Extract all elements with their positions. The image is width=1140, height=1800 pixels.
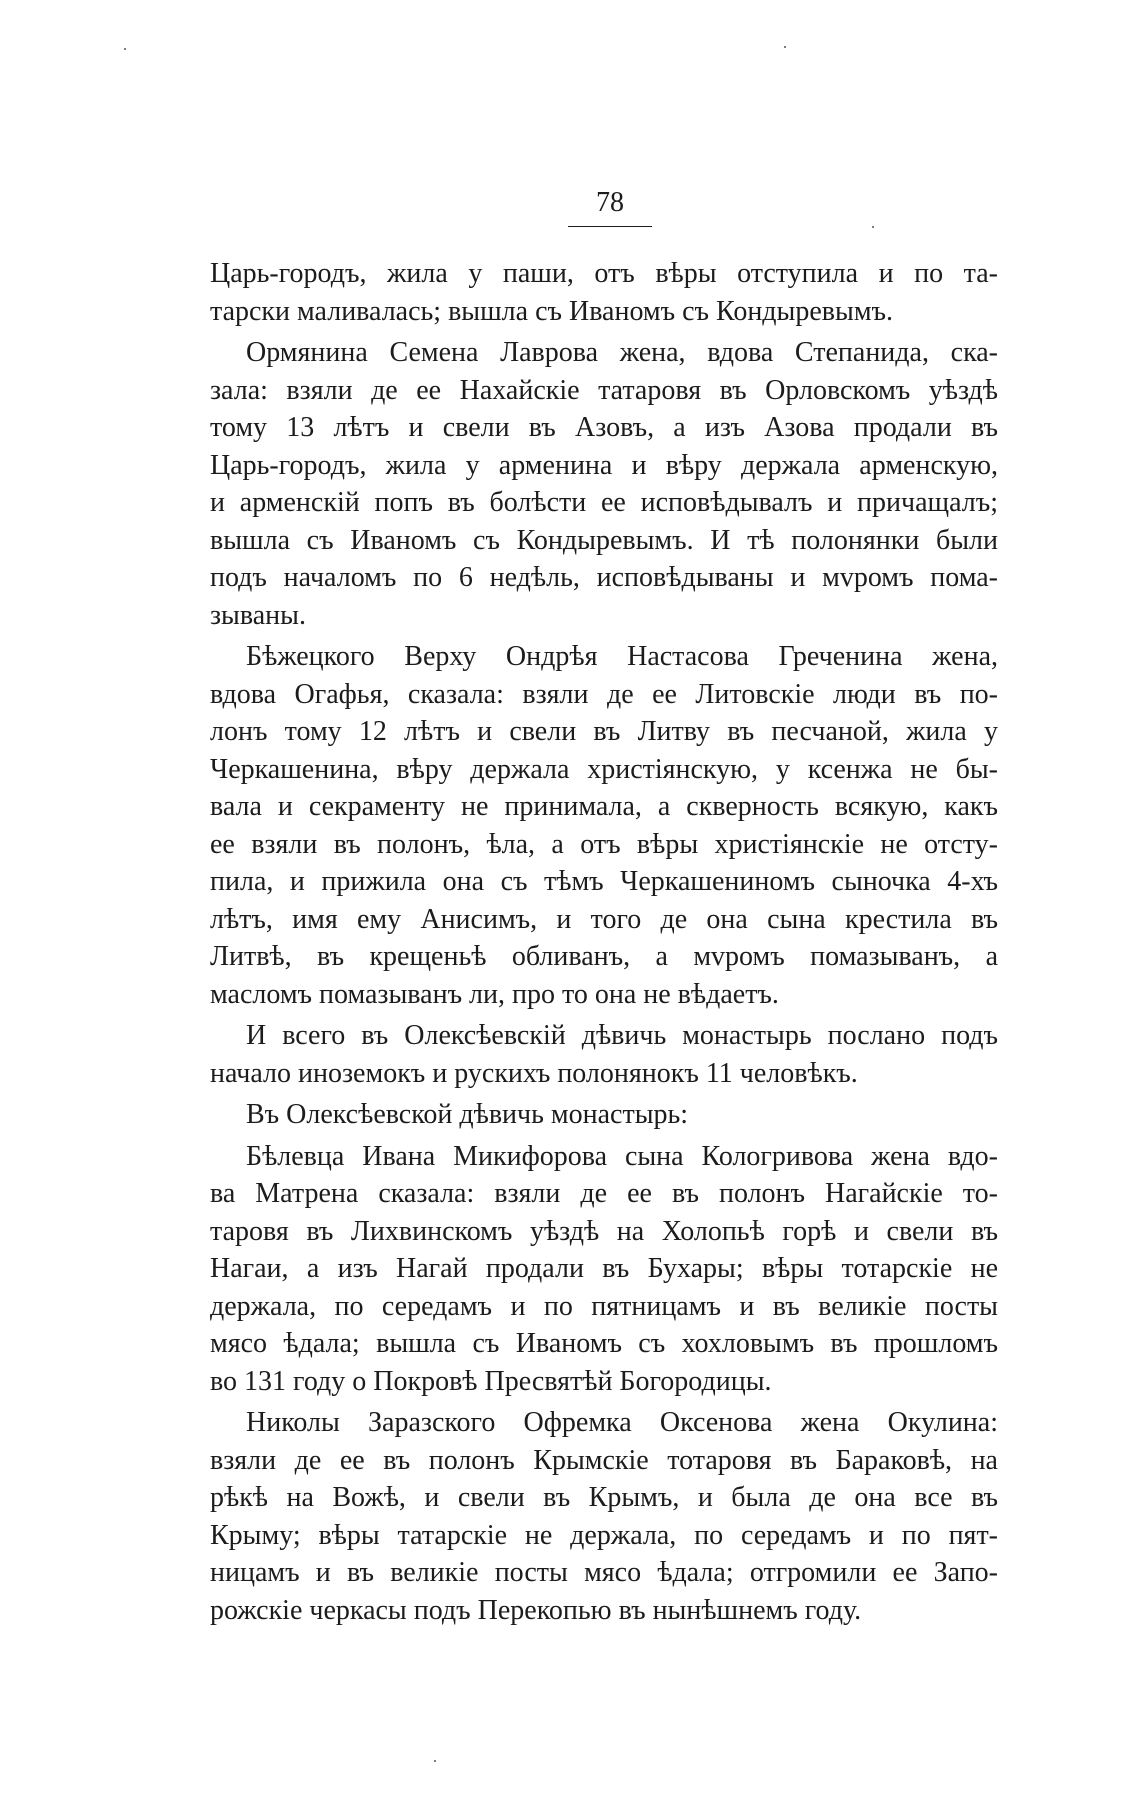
text-line: ницамъ и въ великіе посты мясо ѣдала; отгромили ее Запо-	[210, 1557, 998, 1588]
text-line: Царь-городъ, жила у паши, отъ вѣры отступила и по та-	[210, 258, 998, 289]
text-line: лѣтъ, имя ему Анисимъ, и того де она сына крестила въ	[210, 903, 998, 935]
text-line: таровя въ Лихвинскомъ уѣздѣ на Холопьѣ горѣ и свели въ	[210, 1215, 998, 1247]
paragraph	[210, 1138, 998, 1401]
page-number: 78	[596, 187, 624, 218]
scan-speck	[434, 1760, 436, 1762]
text-line: Черкашенина, вѣру держала христіянскую, у ксенжа не бы-	[210, 753, 998, 785]
text-line: ва Матрена сказала: взяли де ее въ полонъ Нагайскіе то-	[210, 1178, 998, 1209]
paragraph	[210, 1096, 998, 1134]
paragraph	[210, 255, 998, 330]
text-line: Бѣжецкого Верху Ондрѣя Настасова Греченина жена,	[246, 641, 998, 672]
text-line: Нагаи, а изъ Нагай продали въ Бухары; вѣры тотарскіе не	[210, 1253, 998, 1284]
text-line: Царь-городъ, жила у арменина и вѣру держала арменскую,	[210, 449, 998, 481]
text-line: начало иноземокъ и рускихъ полонянокъ 11 человѣкъ.	[210, 1057, 858, 1089]
text-line: Бѣлевца Ивана Микифорова сына Кологривова жена вдо-	[246, 1140, 998, 1172]
text-line: зываны.	[210, 599, 306, 631]
scan-speck	[124, 48, 126, 50]
text-line: масломъ помазыванъ ли, про то она не вѣдаетъ.	[210, 978, 779, 1010]
text-line: подъ началомъ по 6 недѣль, исповѣдываны и мvромъ пома-	[210, 562, 998, 593]
paragraph	[210, 334, 998, 634]
text-line: тарски маливалась; вышла съ Иваномъ съ Кондыревымъ.	[210, 295, 894, 327]
text-line: Крыму; вѣры татарскіе не держала, по середамъ и по пят-	[210, 1519, 998, 1551]
text-line: взяли де ее въ полонъ Крымскіе тотаровя въ Бараковѣ, на	[210, 1444, 998, 1476]
text-line: Николы Заразского Офремка Оксенова жена Окулина:	[246, 1407, 998, 1438]
text-line: рѣкѣ на Вожѣ, и свели въ Крымъ, и была де она все въ	[210, 1482, 998, 1513]
page-number-rule	[568, 226, 652, 227]
text-line: вдова Огафья, сказала: взяли де ее Литовскіе люди въ по-	[210, 678, 998, 710]
paragraph	[210, 1404, 998, 1629]
text-line: Въ Олексѣевской дѣвичь монастырь:	[246, 1099, 689, 1130]
text-line: вышла съ Иваномъ съ Кондыревымъ. И тѣ полонянки были	[210, 524, 998, 556]
text-line: мясо ѣдала; вышла съ Иваномъ съ хохловымъ въ прошломъ	[210, 1328, 998, 1359]
text-line: И всего въ Олексѣевскій дѣвичь монастырь послано подъ	[246, 1020, 998, 1051]
text-line: лонъ тому 12 лѣтъ и свели въ Литву въ песчаной, жила у	[210, 716, 998, 747]
text-line: пила, и прижила она съ тѣмъ Черкашениномъ сыночка 4-хъ	[210, 866, 998, 897]
text-line: тому 13 лѣтъ и свели въ Азовъ, а изъ Азова продали въ	[210, 412, 998, 443]
text-line: Ормянина Семена Лаврова жена, вдова Степанида, ска-	[246, 337, 998, 368]
scan-speck	[784, 46, 786, 48]
text-line: рожскіе черкасы подъ Перекопью въ нынѣшнемъ году.	[210, 1594, 862, 1626]
text-line: вала и секраменту не принимала, а скверность всякую, какъ	[210, 791, 998, 822]
paragraph	[210, 638, 998, 1013]
text-line: ее взяли въ полонъ, ѣла, а отъ вѣры христіянскіе не отсту-	[210, 828, 998, 860]
body-text	[210, 255, 998, 1633]
text-line: и арменскій попъ въ болѣсти ее исповѣдывалъ и причащалъ;	[210, 487, 998, 518]
text-line: во 131 году о Покровѣ Пресвятѣй Богородицы.	[210, 1365, 772, 1397]
text-line: держала, по середамъ и по пятницамъ и въ великіе посты	[210, 1290, 998, 1322]
text-line: Литвѣ, въ крещеньѣ обливанъ, а мvромъ помазыванъ, а	[210, 941, 998, 972]
paragraph	[210, 1017, 998, 1092]
scan-speck	[872, 226, 874, 228]
text-line: зала: взяли де ее Нахайскіе татаровя въ Орловскомъ уѣздѣ	[210, 374, 998, 406]
